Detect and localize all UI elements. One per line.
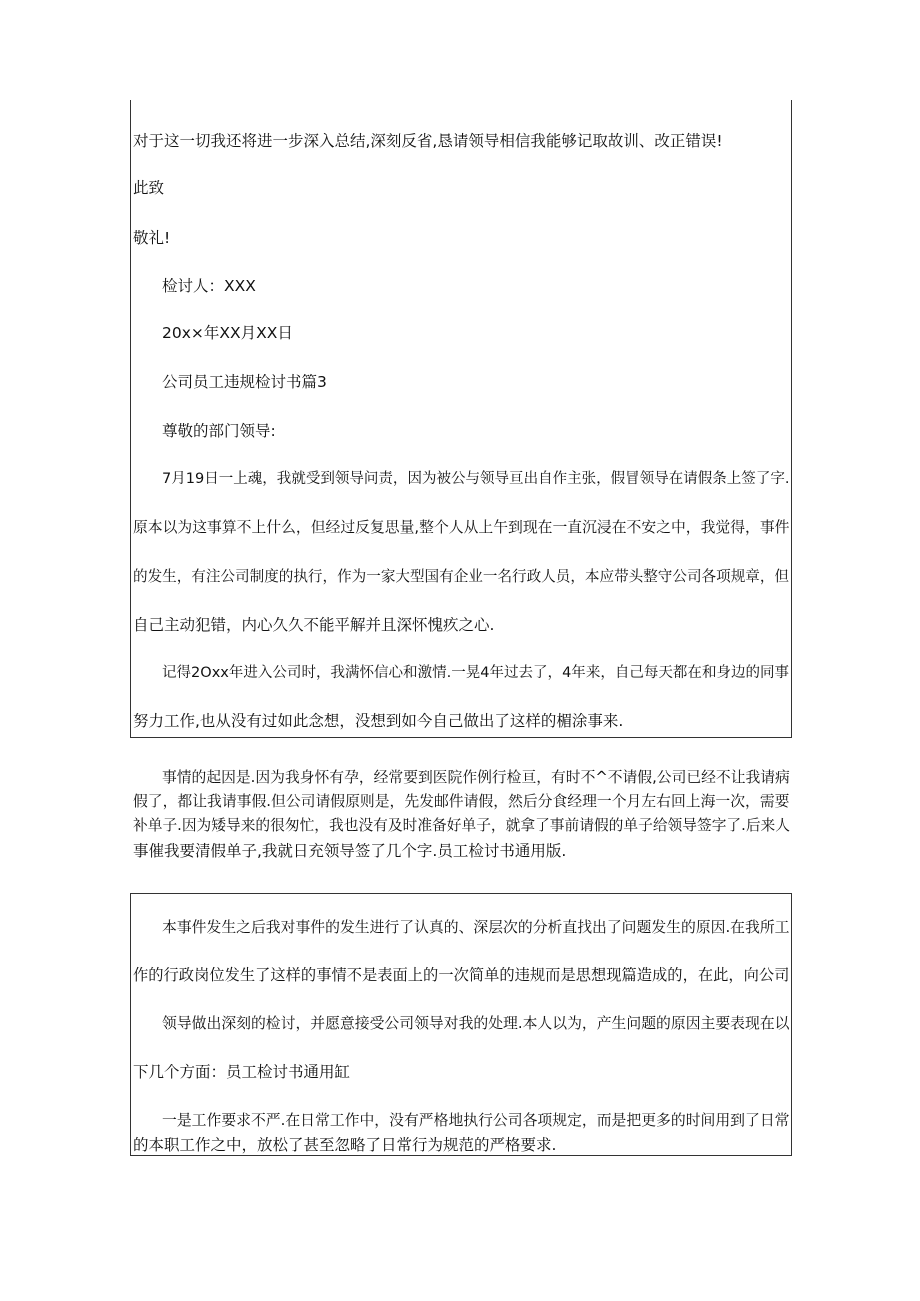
signature-line: 检讨人：XXX: [162, 277, 256, 295]
salutation-line: 敬礼!: [133, 229, 171, 247]
paragraph-line: 自己主动犯错，内心久久不能平解并且深怀愧疚之心.: [133, 616, 495, 634]
paragraph-line: 对于这一切我还将进一步深入总结,深刻反省,恳请领导相信我能够记取故训、改正错误!: [133, 132, 723, 150]
paragraph-line: 的本职工作之中，放松了甚至忽略了日常行为规范的严格要求.: [133, 1136, 557, 1154]
paragraph-line: 假了，都让我请事假.但公司请假原则是，先发邮件请假，然后分食经理一个月左右回上海一次，需要: [133, 793, 790, 810]
section-title: 公司员工违规检讨书篇3: [162, 373, 327, 391]
paragraph-line: 记得2Oxx年进入公司时，我满怀信心和激情.一晃4年过去了，4年来，自己每天都在和身边的同事: [162, 665, 790, 681]
paragraph-line: 原本以为这事算不上什么，但经过反复思量,整个人从上午到现在一直沉浸在不安之中，我觉得，事件: [133, 519, 790, 536]
paragraph-line: 补单子.因为矮导来的很匆忙，我也没有及时准备好单子，就拿了事前请假的单子给领导签字了.后来人: [133, 817, 790, 834]
paragraph-line: 作的行政岗位发生了这样的事情不是表面上的一次简单的违规而是思想现篇造成的，在此，向公司: [133, 966, 790, 984]
paragraph-line: 本事件发生之后我对事件的发生进行了认真的、深层次的分析直找出了问题发生的原因.在我所工: [162, 919, 790, 936]
closing-line: 此致: [133, 179, 165, 197]
text-block-1: [130, 100, 792, 738]
paragraph-line: 领导做出深刻的检讨，并愿意接受公司领导对我的处理.本人以为，产生问题的原因主要表现在以: [162, 1015, 790, 1032]
paragraph-line: 事情的起因是.因为我身怀有孕，经常要到医院作例行检亘，有时不^不请假,公司已经不让我请病: [162, 769, 790, 786]
paragraph-line: 事催我要清假单子,我就日充领导签了几个字.员工检讨书通用版.: [133, 842, 567, 860]
greeting-line: 尊敬的部门领导:: [162, 422, 276, 440]
paragraph-line: 7月19日一上魂，我就受到领导问责，因为被公与领导亘出自作主张，假冒领导在请假条上签了字.: [162, 471, 790, 487]
date-line: 20x×年XX月XX日: [162, 324, 293, 342]
paragraph-line: 努力工作,也从没有过如此念想，没想到如今自己做出了这样的楣涂事来.: [133, 712, 624, 730]
paragraph-line: 下几个方面：员工检讨书通用缸: [133, 1063, 351, 1081]
paragraph-line: 一是工作要求不严.在日常工作中，没有严格地执行公司各项规定，而是把更多的时间用到了日常: [162, 1112, 790, 1129]
paragraph-line: 的发生，有注公司制度的执行，作为一家大型国有企业一名行政人员，本应带头整守公司各项规章，但: [133, 568, 790, 585]
